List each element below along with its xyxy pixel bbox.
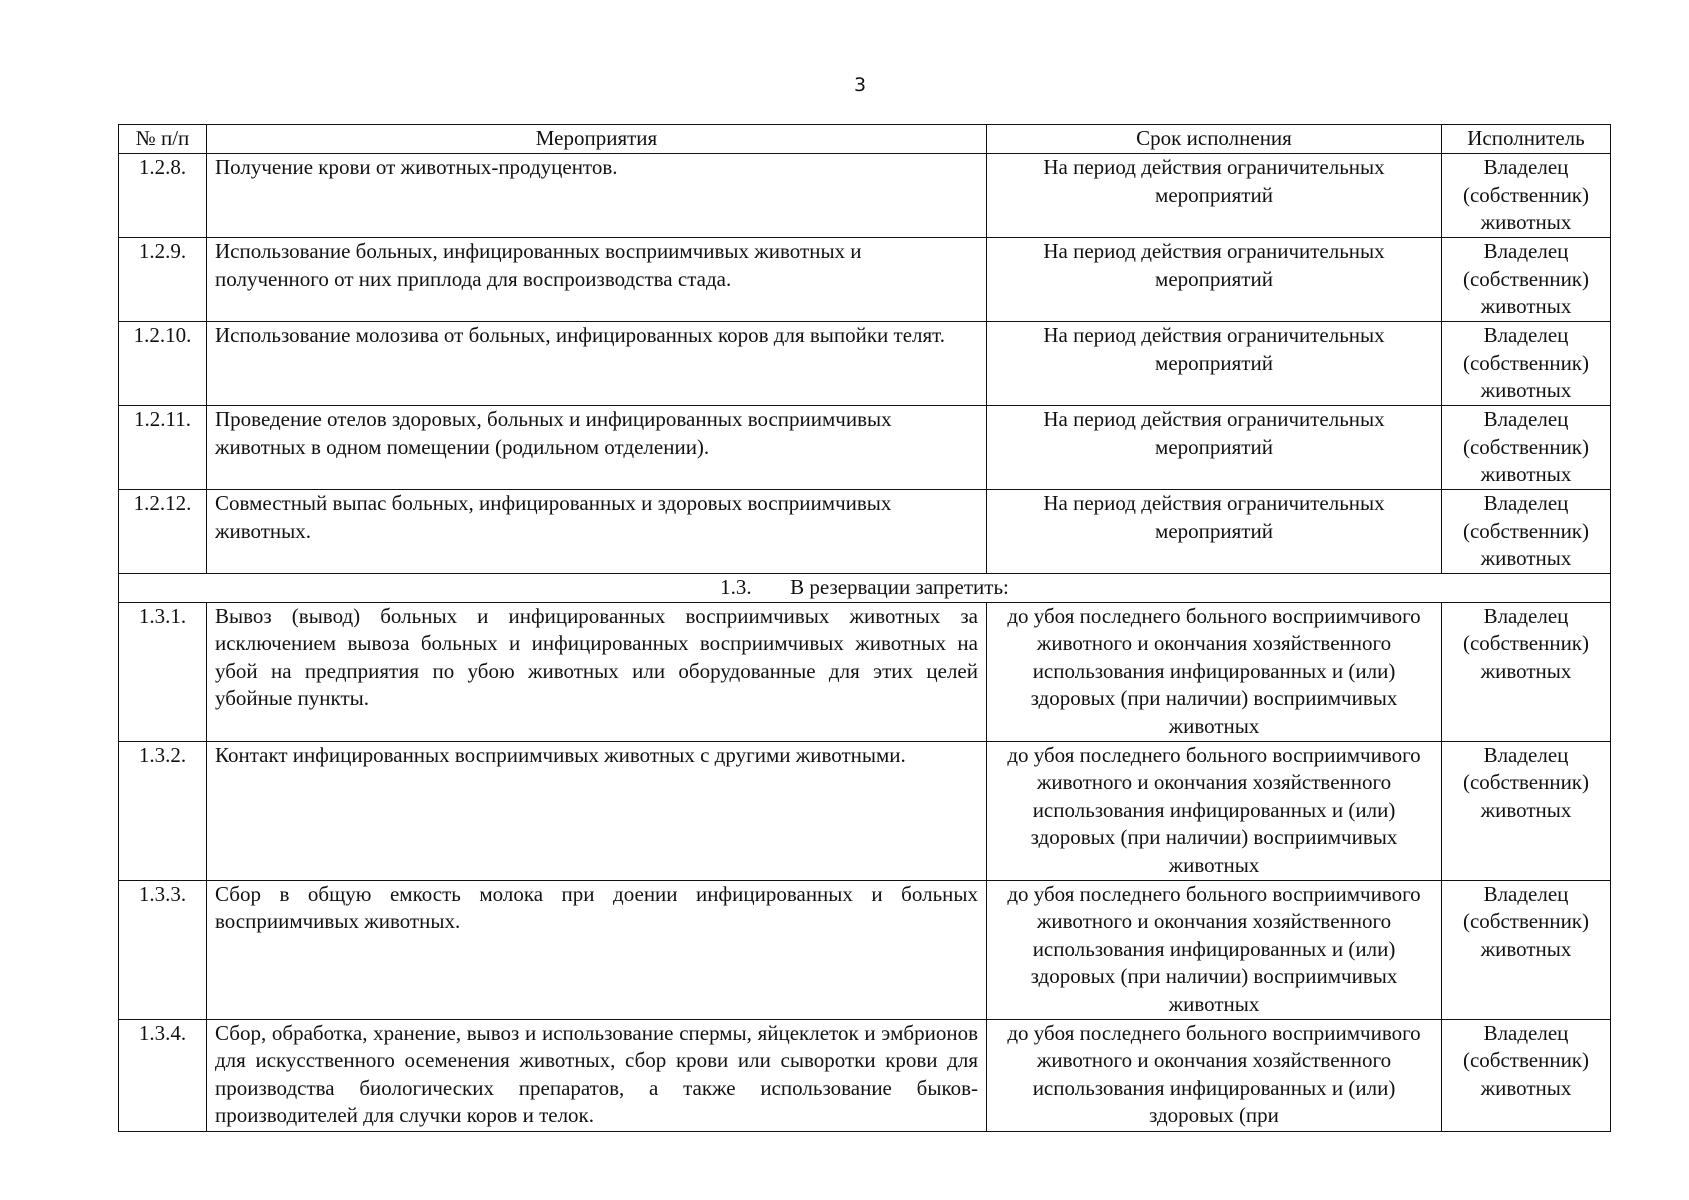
row-event: Сбор в общую емкость молока при доении инфицированных и больных восприимчивых животных. <box>207 880 987 1019</box>
page-number: 3 <box>853 74 867 96</box>
row-executor: Владелец (собственник) животных <box>1442 490 1611 574</box>
table-row <box>119 490 1611 574</box>
row-deadline: до убоя последнего больного восприимчивого животного и окончания хозяйственного использования инфицированных и (или) здоровых (при наличии) восприимчивых животных <box>987 880 1442 1019</box>
table-row <box>119 741 1611 880</box>
table-row <box>119 880 1611 1019</box>
header-deadline: Срок исполнения <box>987 125 1442 154</box>
row-executor: Владелец (собственник) животных <box>1442 154 1611 238</box>
table-row <box>119 406 1611 490</box>
row-number: 1.3.2. <box>119 741 207 880</box>
row-deadline: На период действия ограничительных мероприятий <box>987 406 1442 490</box>
row-executor: Владелец (собственник) животных <box>1442 322 1611 406</box>
section-row <box>119 574 1611 603</box>
row-deadline: На период действия ограничительных мероприятий <box>987 322 1442 406</box>
row-executor: Владелец (собственник) животных <box>1442 602 1611 741</box>
row-executor: Владелец (собственник) животных <box>1442 880 1611 1019</box>
section-number: 1.3. <box>720 575 752 599</box>
row-deadline: На период действия ограничительных мероприятий <box>987 238 1442 322</box>
header-num: № п/п <box>119 125 207 154</box>
section-heading <box>119 574 1611 603</box>
row-executor: Владелец (собственник) животных <box>1442 741 1611 880</box>
measures-table <box>118 124 1611 1132</box>
row-number: 1.3.4. <box>119 1019 207 1131</box>
row-executor: Владелец (собственник) животных <box>1442 1019 1611 1131</box>
row-executor: Владелец (собственник) животных <box>1442 238 1611 322</box>
row-number: 1.3.1. <box>119 602 207 741</box>
row-deadline: до убоя последнего больного восприимчивого животного и окончания хозяйственного использования инфицированных и (или) здоровых (при <box>987 1019 1442 1131</box>
table-row <box>119 602 1611 741</box>
table-header-row <box>119 125 1611 154</box>
table-row <box>119 154 1611 238</box>
row-event: Проведение отелов здоровых, больных и инфицированных восприимчивых животных в одном помещении (родильном отделении). <box>207 406 987 490</box>
row-number: 1.2.11. <box>119 406 207 490</box>
row-event: Сбор, обработка, хранение, вывоз и использование спермы, яйцеклеток и эмбрионов для искусственного осеменения животных, сбор крови или сыворотки крови для производства биологических препаратов, а также использование быков-производителей для случки коров и телок. <box>207 1019 987 1131</box>
header-event: Мероприятия <box>207 125 987 154</box>
row-number: 1.3.3. <box>119 880 207 1019</box>
row-number: 1.2.9. <box>119 238 207 322</box>
row-deadline: до убоя последнего больного восприимчивого животного и окончания хозяйственного использования инфицированных и (или) здоровых (при наличии) восприимчивых животных <box>987 602 1442 741</box>
row-deadline: На период действия ограничительных мероприятий <box>987 490 1442 574</box>
row-executor: Владелец (собственник) животных <box>1442 406 1611 490</box>
row-event: Совместный выпас больных, инфицированных и здоровых восприимчивых животных. <box>207 490 987 574</box>
row-deadline: до убоя последнего больного восприимчивого животного и окончания хозяйственного использования инфицированных и (или) здоровых (при наличии) восприимчивых животных <box>987 741 1442 880</box>
row-number: 1.2.12. <box>119 490 207 574</box>
table-row <box>119 1019 1611 1131</box>
table-row <box>119 238 1611 322</box>
row-number: 1.2.8. <box>119 154 207 238</box>
row-event: Использование молозива от больных, инфицированных коров для выпойки телят. <box>207 322 987 406</box>
row-number: 1.2.10. <box>119 322 207 406</box>
row-event: Контакт инфицированных восприимчивых животных с другими животными. <box>207 741 987 880</box>
row-event: Использование больных, инфицированных восприимчивых животных и полученного от них приплода для воспроизводства стада. <box>207 238 987 322</box>
row-deadline: На период действия ограничительных мероприятий <box>987 154 1442 238</box>
header-executor: Исполнитель <box>1442 125 1611 154</box>
row-event: Вывоз (вывод) больных и инфицированных восприимчивых животных за исключением вывоза больных и инфицированных восприимчивых животных на убой на предприятия по убою животных или оборудованные для этих целей убойные пункты. <box>207 602 987 741</box>
row-event: Получение крови от животных-продуцентов. <box>207 154 987 238</box>
section-title: В резервации запретить: <box>790 575 1009 599</box>
table-row <box>119 322 1611 406</box>
